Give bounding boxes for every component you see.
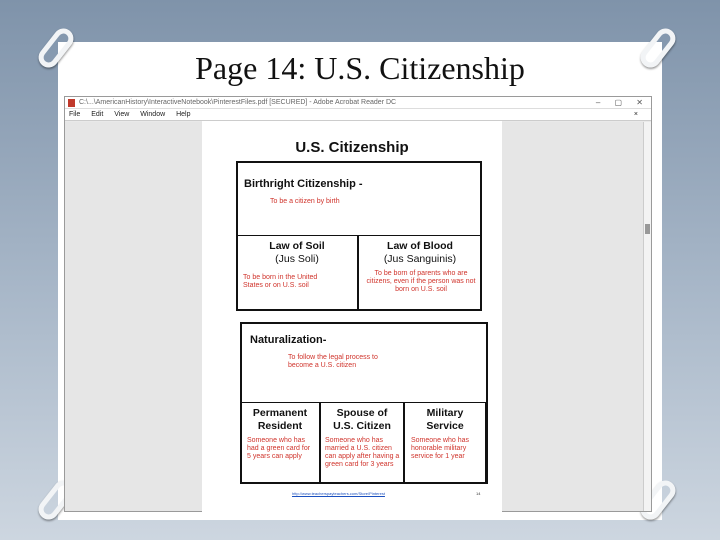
acrobat-icon bbox=[68, 99, 75, 107]
military-service-title: Military Service bbox=[426, 407, 464, 432]
menu-file[interactable]: File bbox=[69, 111, 81, 118]
permanent-resident-definition: Someone who has had a green card for 5 years can apply bbox=[247, 437, 311, 460]
close-document-icon[interactable]: × bbox=[633, 111, 638, 118]
vertical-scrollbar[interactable] bbox=[643, 122, 651, 511]
document-page bbox=[202, 121, 502, 513]
pdf-reader-window bbox=[64, 96, 652, 512]
law-of-blood-latin: (Jus Sanguinis) bbox=[383, 253, 457, 265]
law-of-blood-cell bbox=[358, 235, 482, 311]
birthright-definition: To be a citizen by birth bbox=[270, 198, 340, 205]
birthright-heading: Birthright Citizenship - bbox=[244, 178, 363, 190]
permanent-resident-cell bbox=[240, 402, 320, 484]
page-number: 14 bbox=[476, 491, 481, 496]
spouse-definition: Someone who has married a U.S. citizen can apply after having a green card for 3 years bbox=[325, 437, 400, 468]
permanent-resident-title: Permanent Resident bbox=[252, 407, 308, 432]
law-of-blood-definition: To be born of parents who are citizens, even if the person was not born on U.S. soil bbox=[366, 270, 476, 293]
naturalization-box bbox=[240, 322, 488, 484]
spouse-title: Spouse of U.S. Citizen bbox=[333, 407, 391, 432]
window-title: C:\...\AmericanHistory\InteractiveNotebook\PinterestFiles.pdf [SECURED] - Adobe Acrobat Reader DC bbox=[79, 99, 397, 106]
document-title: U.S. Citizenship bbox=[295, 139, 409, 156]
footer-link[interactable]: http://www.teacherspayteachers.com/Store/Pinterest bbox=[292, 491, 385, 496]
naturalization-heading: Naturalization- bbox=[250, 334, 327, 346]
law-of-soil-cell bbox=[236, 235, 358, 311]
document-viewer[interactable] bbox=[65, 122, 651, 511]
menu-bar bbox=[65, 109, 651, 121]
law-of-blood-title: Law of Blood bbox=[387, 240, 453, 252]
law-of-soil-latin: (Jus Soli) bbox=[275, 253, 319, 265]
menu-help[interactable]: Help bbox=[176, 111, 191, 118]
spouse-cell bbox=[320, 402, 404, 484]
law-of-soil-title: Law of Soil bbox=[269, 240, 325, 252]
menu-view[interactable]: View bbox=[114, 111, 130, 118]
window-titlebar bbox=[65, 97, 651, 109]
scrollbar-thumb[interactable] bbox=[645, 224, 650, 234]
menu-edit[interactable]: Edit bbox=[91, 111, 104, 118]
military-service-cell bbox=[404, 402, 486, 484]
window-controls[interactable]: – ▢ ✕ bbox=[595, 98, 649, 107]
slide-title: Page 14: U.S. Citizenship bbox=[195, 50, 525, 86]
menu-window[interactable]: Window bbox=[140, 111, 166, 118]
naturalization-definition: To follow the legal process to become a U.S. citizen bbox=[288, 354, 378, 369]
law-of-soil-definition: To be born in the United States or on U.S. soil bbox=[243, 274, 318, 289]
military-service-definition: Someone who has honorable military service for 1 year bbox=[411, 437, 469, 460]
birthright-box bbox=[236, 161, 482, 311]
